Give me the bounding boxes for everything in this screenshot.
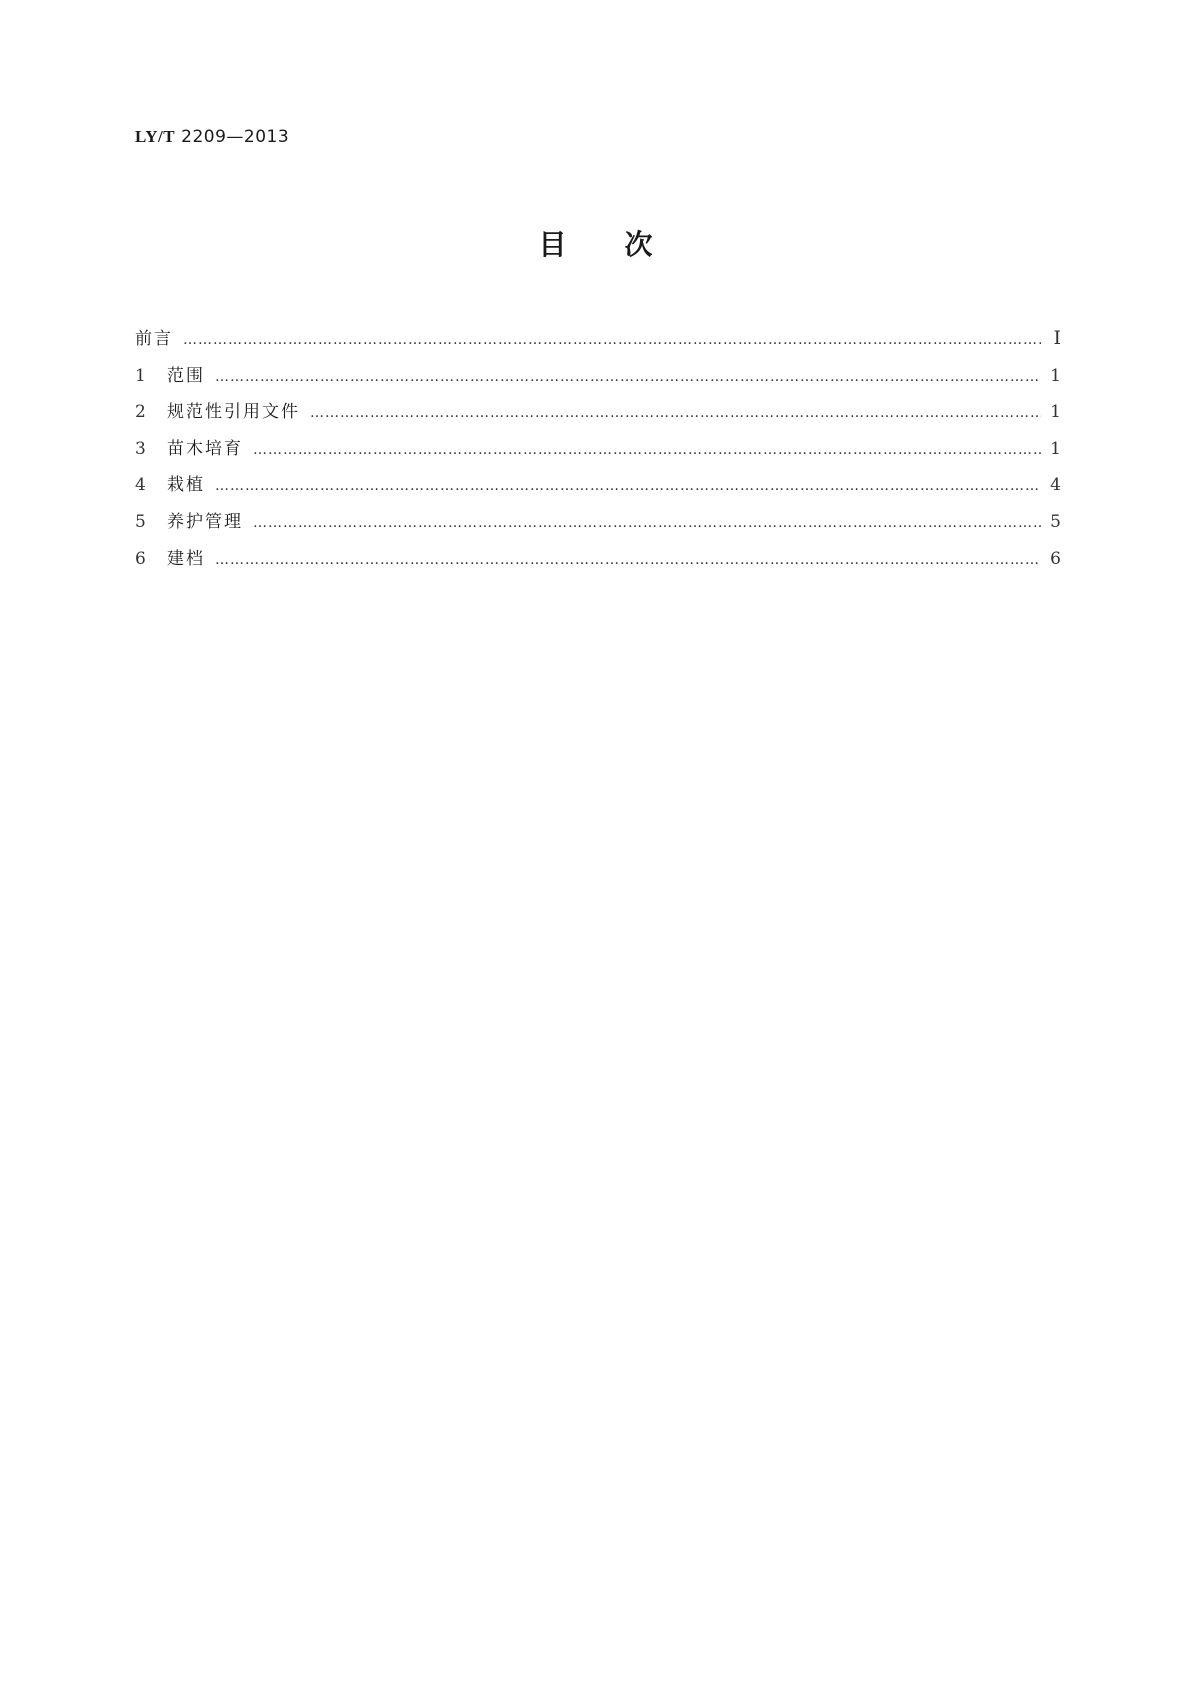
toc-dot-leader — [183, 328, 1041, 352]
toc-entry-page: 1 — [1050, 438, 1061, 459]
toc-entry-foreword[interactable] — [135, 327, 1061, 364]
toc-list — [135, 327, 1061, 583]
toc-dot-leader — [310, 401, 1041, 425]
toc-entry-number: 4 — [135, 475, 146, 496]
toc-entry-label: 规范性引用文件 — [167, 402, 300, 423]
toc-entry-archiving[interactable] — [135, 547, 1061, 584]
toc-title — [0, 228, 1191, 262]
toc-dot-leader — [215, 474, 1041, 498]
toc-entry-label: 苗木培育 — [167, 438, 243, 459]
toc-entry-normative-references[interactable] — [135, 400, 1061, 437]
toc-entry-maintenance[interactable] — [135, 510, 1061, 547]
toc-entry-label: 建档 — [167, 548, 205, 569]
toc-entry-number: 2 — [135, 402, 146, 423]
toc-entry-scope[interactable] — [135, 364, 1061, 401]
standard-code — [135, 127, 289, 147]
toc-entry-number: 6 — [135, 548, 146, 569]
toc-entry-planting[interactable] — [135, 473, 1061, 510]
toc-entry-label: 前言 — [135, 329, 173, 349]
toc-entry-number: 5 — [135, 511, 146, 532]
toc-title-char-1: 目 — [538, 228, 567, 261]
toc-entry-page: 6 — [1050, 548, 1061, 569]
toc-entry-number: 3 — [135, 438, 146, 459]
standard-number: 2209—2013 — [181, 127, 290, 147]
toc-title-char-2: 次 — [624, 228, 653, 261]
toc-dot-leader — [215, 548, 1041, 572]
toc-entry-label: 栽植 — [167, 475, 205, 496]
toc-dot-leader — [215, 365, 1041, 389]
toc-entry-page: Ⅰ — [1053, 328, 1061, 349]
toc-entry-page: 5 — [1050, 511, 1061, 532]
toc-entry-number: 1 — [135, 365, 146, 386]
toc-dot-leader — [253, 438, 1041, 462]
toc-entry-page: 4 — [1050, 475, 1061, 496]
toc-entry-label: 范围 — [167, 365, 205, 386]
toc-entry-label: 养护管理 — [167, 511, 243, 532]
standard-prefix: LY/T — [135, 127, 176, 146]
toc-dot-leader — [253, 511, 1041, 535]
toc-entry-page: 1 — [1050, 402, 1061, 423]
toc-entry-seedling-cultivation[interactable] — [135, 437, 1061, 474]
toc-entry-page: 1 — [1050, 365, 1061, 386]
